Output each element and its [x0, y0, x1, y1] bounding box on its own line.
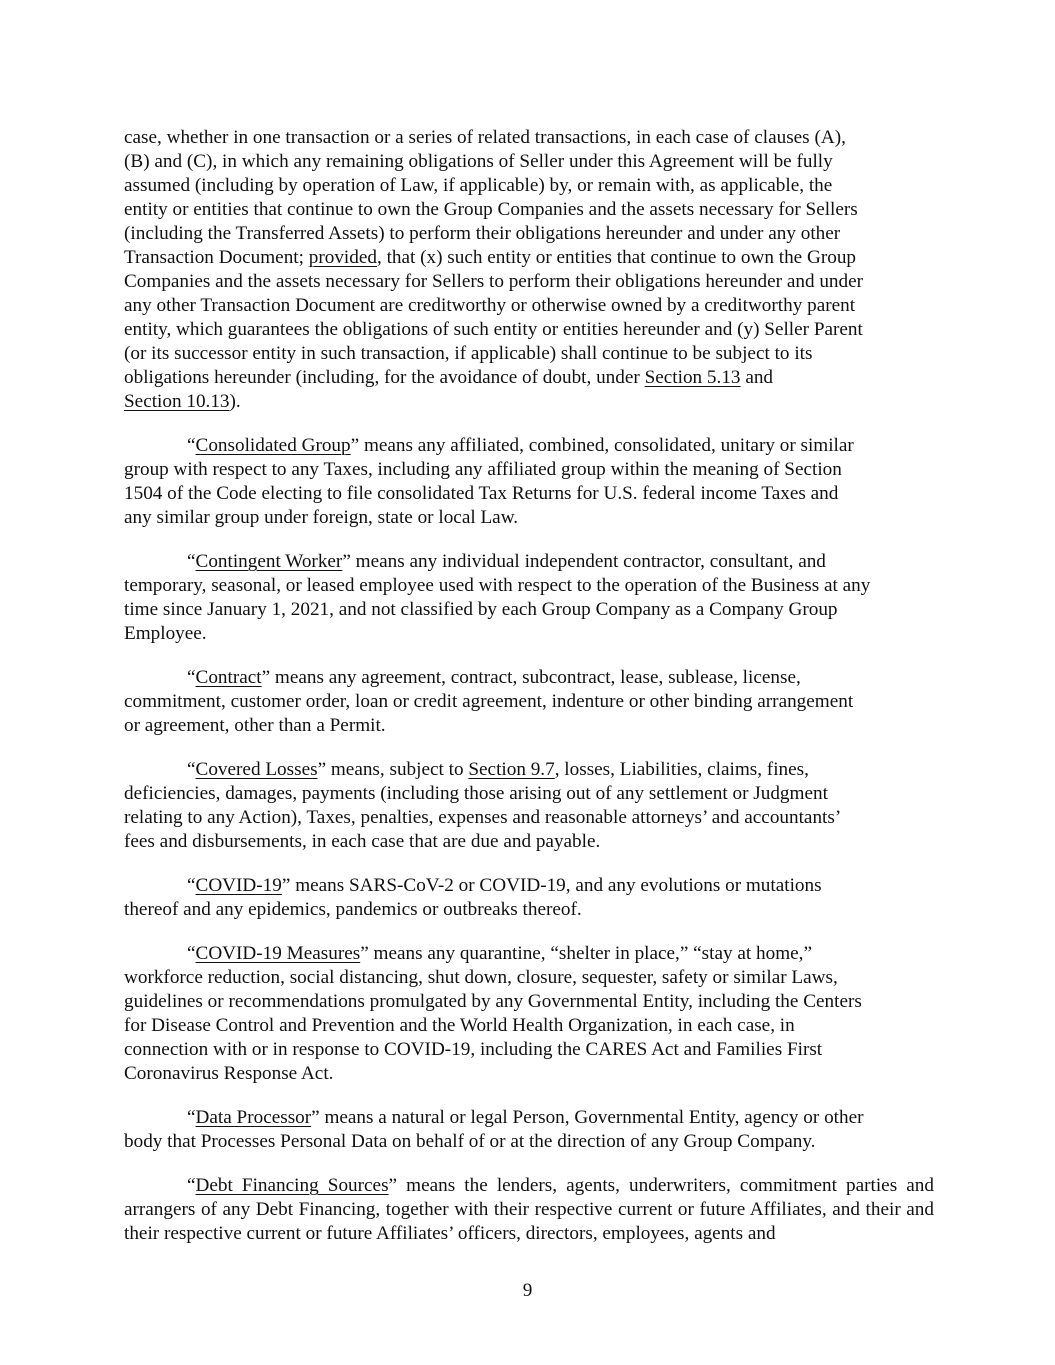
paragraph-text: ). — [229, 391, 241, 412]
paragraph-text: ” means any quarantine, “shelter in place,” “stay at home,” workforce reduction, social distancing, shut down, closure, sequester, safety or similar Laws, guidelines or recommendations promulgated by any Governmental Entity, including the Centers for Disease Control and Prevention and the World Health Organization, in each case, in connection with or in response to COVID-19, including the CARES Act and Families First Coronavirus Response Act. — [124, 943, 862, 1084]
paragraph-text: “ — [187, 875, 196, 896]
document-page — [124, 126, 934, 1266]
defined-term-link: Data Processor — [195, 1107, 312, 1128]
paragraph-text: “ — [187, 667, 196, 688]
definition-contingent-worker — [124, 550, 934, 646]
definition-data-processor — [124, 1106, 934, 1154]
paragraph-text: “ — [187, 551, 196, 572]
defined-term-link: Section 9.7 — [468, 759, 555, 780]
page-number: 9 — [522, 1280, 533, 1301]
defined-term-link: COVID-19 — [195, 875, 282, 896]
paragraph-text: ” means the lenders, agents, underwriters, commitment parties and arrangers of any Debt Financing, together with their respective current or future Affiliates, and their and their respective current or future Affiliates’ officers, directors, employees, agents and — [124, 1175, 934, 1244]
paragraph-text: ” means any individual independent contractor, consultant, and temporary, seasonal, or leased employee used with respect to the operation of the Business at any time since January 1, 2021, and not classified by each Group Company as a Company Group Employee. — [124, 551, 871, 644]
paragraph-text: and — [745, 367, 774, 388]
defined-term-link: Consolidated Group — [195, 435, 351, 456]
paragraph-text: “ — [187, 943, 196, 964]
paragraph-text: ” means SARS-CoV-2 or COVID-19, and any evolutions or mutations thereof and any epidemics, pandemics or outbreaks thereof. — [124, 875, 822, 920]
defined-term-link: provided — [308, 247, 377, 268]
paragraph-text: “ — [187, 1175, 196, 1196]
defined-term-link: Contingent Worker — [195, 551, 343, 572]
paragraph-text: “ — [187, 435, 196, 456]
definition-covered-losses — [124, 758, 934, 854]
definition-covid-19-measures — [124, 942, 934, 1086]
paragraph-text: ” means any affiliated, combined, consolidated, unitary or similar group with respect to any Taxes, including any affiliated group within the meaning of Section 1504 of the Code electing to file consolidated Tax Returns for U.S. federal income Taxes and any similar group under foreign, state or local Law. — [124, 435, 854, 528]
paragraph-text: “ — [187, 1107, 196, 1128]
definition-contract — [124, 666, 934, 738]
paragraph-text: ” means any agreement, contract, subcontract, lease, sublease, license, commitment, customer order, loan or credit agreement, indenture or other binding arrangement or agreement, other than a Permit. — [124, 667, 854, 736]
defined-term-link: Contract — [195, 667, 262, 688]
defined-term-link: Debt Financing Sources — [195, 1175, 389, 1196]
definition-debt-financing-sources — [124, 1174, 934, 1246]
paragraph-text: , that (x) such entity or entities that continue to own the Group Companies and the assets necessary for Sellers to perform their obligations hereunder and under any other Transaction Document are creditworthy or otherwise owned by a creditworthy parent entity, which guarantees the obligations of such entity or entities hereunder and (y) Seller Parent (or its successor entity in such transaction, if applicable) shall continue to be subject to its obligations hereunder (including, for the avoidance of doubt, under — [124, 247, 864, 388]
defined-term-link: Section 5.13 — [644, 367, 741, 388]
defined-term-link: Covered Losses — [195, 759, 318, 780]
continuation-paragraph — [124, 126, 934, 414]
definition-covid-19 — [124, 874, 934, 922]
paragraph-text: case, whether in one transaction or a series of related transactions, in each case of clauses (A), (B) and (C), in which any remaining obligations of Seller under this Agreement will be fully assumed (including by operation of Law, if applicable) by, or remain with, as applicable, the entity or entities that continue to own the Group Companies and the assets necessary for Sellers (including the Transferred Assets) to perform their obligations hereunder and under any other Transaction Document; — [124, 127, 858, 268]
paragraph-text: ” means, subject to — [317, 759, 469, 780]
defined-term-link: COVID-19 Measures — [195, 943, 361, 964]
paragraph-text: “ — [187, 759, 196, 780]
paragraph-text: , losses, Liabilities, claims, fines, deficiencies, damages, payments (including those arising out of any settlement or Judgment relating to any Action), Taxes, penalties, expenses and reasonable attorneys’ and accountants’ fees and disbursements, in each case that are due and payable. — [124, 759, 842, 852]
definition-consolidated-group — [124, 434, 934, 530]
paragraph-text: ” means a natural or legal Person, Governmental Entity, agency or other body that Processes Personal Data on behalf of or at the direction of any Group Company. — [124, 1107, 864, 1152]
defined-term-link: Section 10.13 — [124, 391, 230, 412]
